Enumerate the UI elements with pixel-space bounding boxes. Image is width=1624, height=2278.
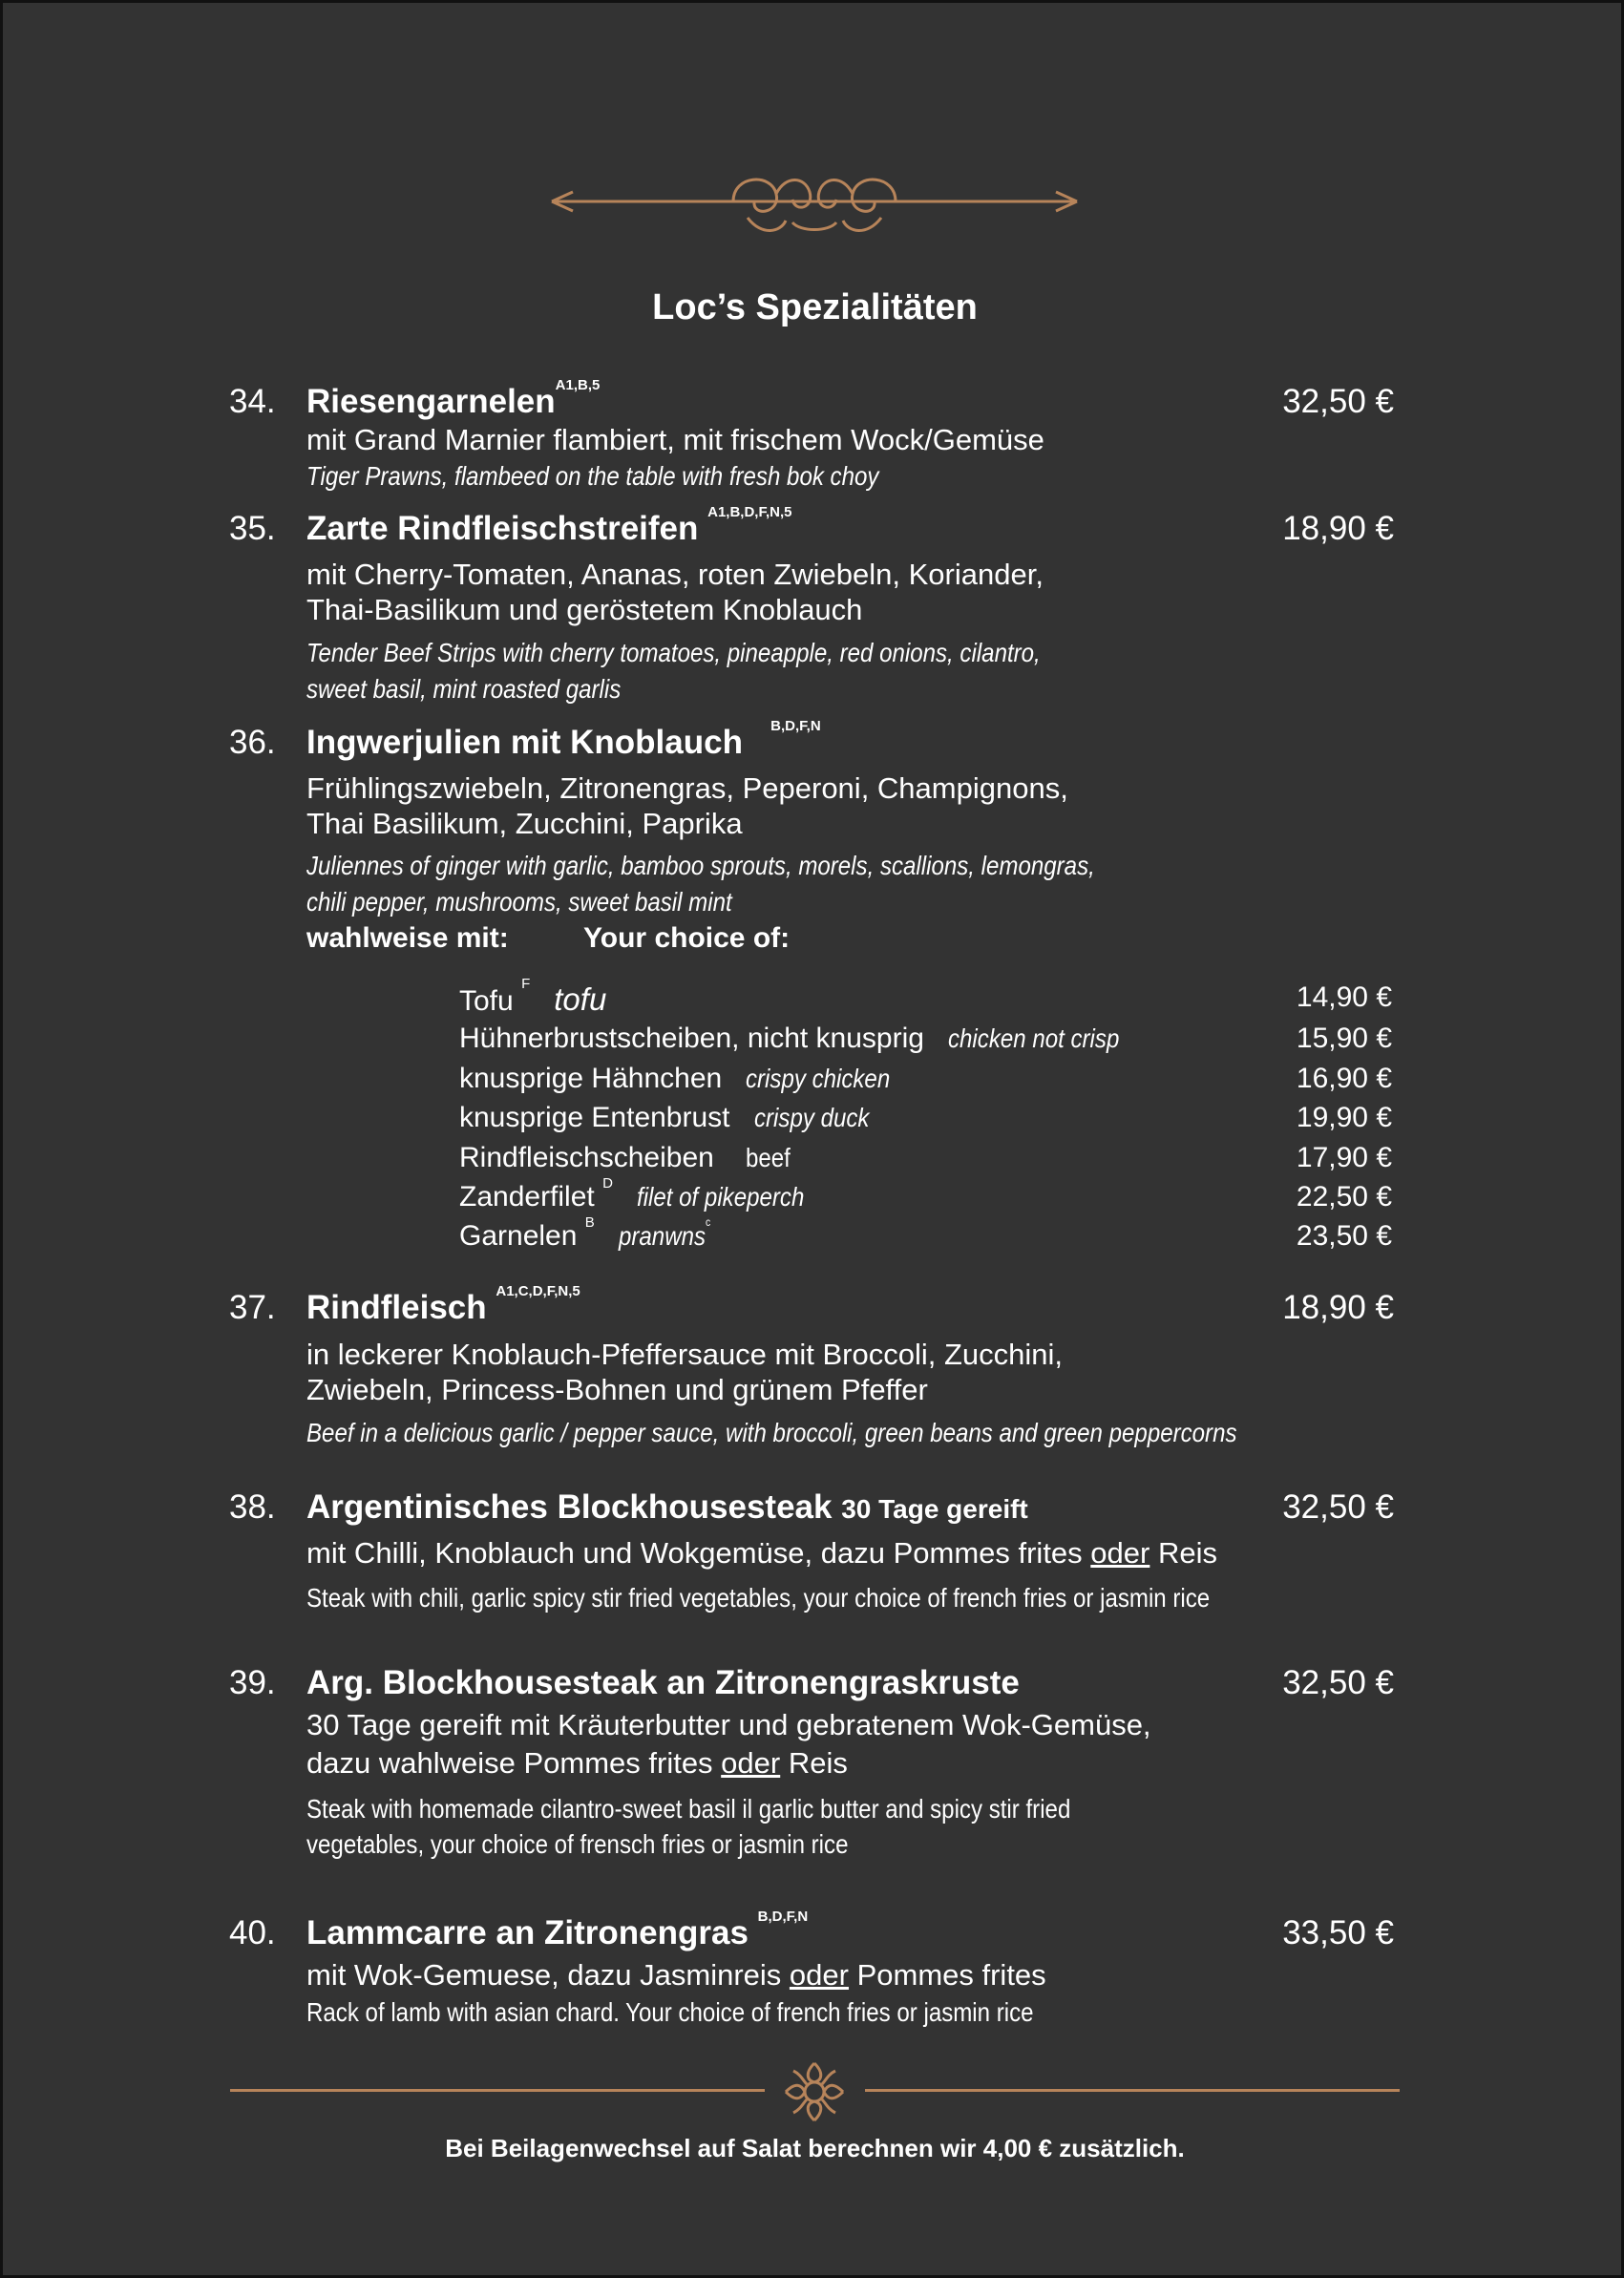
dish-name-suffix: 30 Tage gereift [841,1494,1028,1524]
dish-description-de [306,1958,1046,1993]
dish-name [306,718,821,762]
dish-number: 40. [229,1914,276,1951]
dish-description-en: Beef in a delicious garlic / pepper sauce, with broccoli, green beans and green peppercorns [306,1418,1237,1447]
dish-number: 35. [229,510,276,547]
option-name: Garnelen [459,1220,578,1252]
dish-price: 18,90 € [1282,1289,1394,1326]
option-price: 23,50 € [1296,1220,1392,1252]
option-item [459,1175,832,1213]
dish-name-text: Argentinisches Blockhousesteak [306,1488,833,1526]
desc-text: mit Wok-Gemuese, dazu Jasminreis [306,1958,790,1992]
desc-text: Pommes frites [848,1958,1046,1992]
allergen-codes: F [521,976,531,992]
option-item [459,976,607,1018]
option-item [459,1214,726,1253]
dish-description-en: Juliennes of ginger with garlic, bamboo sprouts, morels, scallions, lemongras, [306,851,1095,880]
option-item [459,1063,914,1095]
desc-text: dazu wahlweise Pommes frites [306,1746,722,1780]
option-name: Zanderfilet [459,1181,595,1213]
allergen-codes: B,D,F,N [757,1909,809,1925]
option-name-en-sup: c [705,1215,710,1229]
option-name-en: filet of pikeperch [636,1182,805,1212]
dish-description-en: Rack of lamb with asian chard. Your choice of french fries or jasmin rice [306,1997,1034,2027]
option-item [459,1102,888,1134]
option-name-en-text: pranwns [618,1221,706,1251]
option-price: 22,50 € [1296,1181,1392,1213]
option-price: 17,90 € [1296,1142,1392,1173]
allergen-codes: A1,B,5 [555,377,601,393]
allergen-codes: B [584,1214,595,1231]
dish-number: 39. [229,1664,276,1701]
desc-underlined: oder [789,1958,849,1992]
choice-label-en: Your choice of: [583,922,791,954]
dish-name-text: Lammcarre an Zitronengras [306,1914,749,1951]
option-name: knusprige Entenbrust [459,1102,730,1133]
option-name: Tofu [459,985,514,1017]
dish-description-en: Tender Beef Strips with cherry tomatoes, pineapple, red onions, cilantro, [306,638,1041,667]
desc-text: Reis [780,1746,848,1780]
dish-description-en: Tiger Prawns, flambeed on the table with fresh bok choy [306,461,879,491]
allergen-codes: B,D,F,N [770,718,821,734]
allergen-codes: A1,C,D,F,N,5 [496,1283,580,1299]
footer-note: Bei Beilagenwechsel auf Salat berechnen wir 4,00 € zusätzlich. [445,2134,1185,2162]
dish-description-en: vegetables, your choice of frensch fries or jasmin rice [306,1829,849,1859]
option-name: knusprige Hähnchen [459,1063,723,1094]
dish-name [306,1909,809,1952]
option-price: 15,90 € [1296,1023,1392,1054]
dish-description-en: chili pepper, mushrooms, sweet basil mint [306,887,732,917]
dish-name-text: Rindfleisch [306,1289,487,1326]
allergen-codes: D [602,1175,613,1192]
dish-price: 32,50 € [1282,383,1394,420]
option-name-en: beef [746,1143,791,1172]
option-price: 16,90 € [1296,1063,1392,1094]
ornament-arrow-flourish-icon [542,165,1086,242]
page-title: Loc’s Spezialitäten [652,287,978,327]
option-name-en: crispy duck [753,1103,869,1132]
divider-left [230,2089,765,2092]
dish-description-de: mit Grand Marnier flambiert, mit frischem Wock/Gemüse [306,423,1044,456]
dish-description-de: in leckerer Knoblauch-Pfeffersauce mit Broccoli, Zucchini, [306,1338,1063,1371]
desc-underlined: oder [721,1746,781,1780]
desc-underlined: oder [1090,1536,1150,1570]
dish-price: 33,50 € [1282,1914,1394,1951]
allergen-codes: A1,B,D,F,N,5 [707,504,792,520]
dish-description-en: Steak with chili, garlic spicy stir fried vegetables, your choice of french fries or jasmin rice [306,1583,1211,1613]
dish-name [306,504,792,548]
dish-description-de [306,1536,1217,1571]
option-name: Hühnerbrustscheiben, nicht knusprig [459,1023,924,1054]
dish-name [306,1283,580,1327]
desc-text: Reis [1149,1536,1217,1570]
dish-description-de: Thai Basilikum, Zucchini, Paprika [306,807,743,840]
dish-price: 18,90 € [1282,510,1394,547]
divider-right [865,2089,1400,2092]
dish-description-de [306,1746,848,1781]
option-item [459,1023,1148,1055]
option-item [459,1142,798,1174]
dish-number: 34. [229,383,276,420]
dish-name-text: Riesengarnelen [306,383,556,420]
dish-name: Arg. Blockhousesteak an Zitronengraskruste [306,1664,1020,1701]
dish-description-de: Frühlingszwiebeln, Zitronengras, Peperoni, Champignons, [306,771,1068,805]
option-name-en: tofu [554,981,607,1017]
option-price: 14,90 € [1296,981,1392,1013]
dish-description-de: mit Cherry-Tomaten, Ananas, roten Zwiebeln, Koriander, [306,558,1044,591]
dish-name [306,377,601,421]
dish-description-de: 30 Tage gereift mit Kräuterbutter und gebratenem Wok-Gemüse, [306,1708,1151,1741]
dish-name [306,1488,1028,1527]
option-price: 19,90 € [1296,1102,1392,1133]
dish-description-en: Steak with homemade cilantro-sweet basil il garlic butter and spicy stir fried [306,1794,1071,1824]
desc-text: mit Chilli, Knoblauch und Wokgemüse, dazu Pommes frites [306,1536,1091,1570]
dish-name-text: Ingwerjulien mit Knoblauch [306,724,743,761]
ornament-medallion-icon [767,2056,862,2132]
dish-price: 32,50 € [1282,1488,1394,1526]
option-name-en [618,1215,710,1252]
dish-name-text: Zarte Rindfleischstreifen [306,510,699,547]
dish-description-de: Thai-Basilikum und geröstetem Knoblauch [306,593,863,626]
dish-price: 32,50 € [1282,1664,1394,1701]
choice-label-de: wahlweise mit: [306,922,509,954]
option-name: Rindfleischscheiben [459,1142,714,1173]
option-name-en: crispy chicken [746,1064,891,1093]
option-name-en: chicken not crisp [947,1023,1120,1053]
dish-number: 36. [229,724,276,761]
dish-description-de: Zwiebeln, Princess-Bohnen und grünem Pfeffer [306,1373,928,1406]
dish-number: 37. [229,1289,276,1326]
dish-number: 38. [229,1488,276,1526]
dish-description-en: sweet basil, mint roasted garlis [306,674,622,704]
